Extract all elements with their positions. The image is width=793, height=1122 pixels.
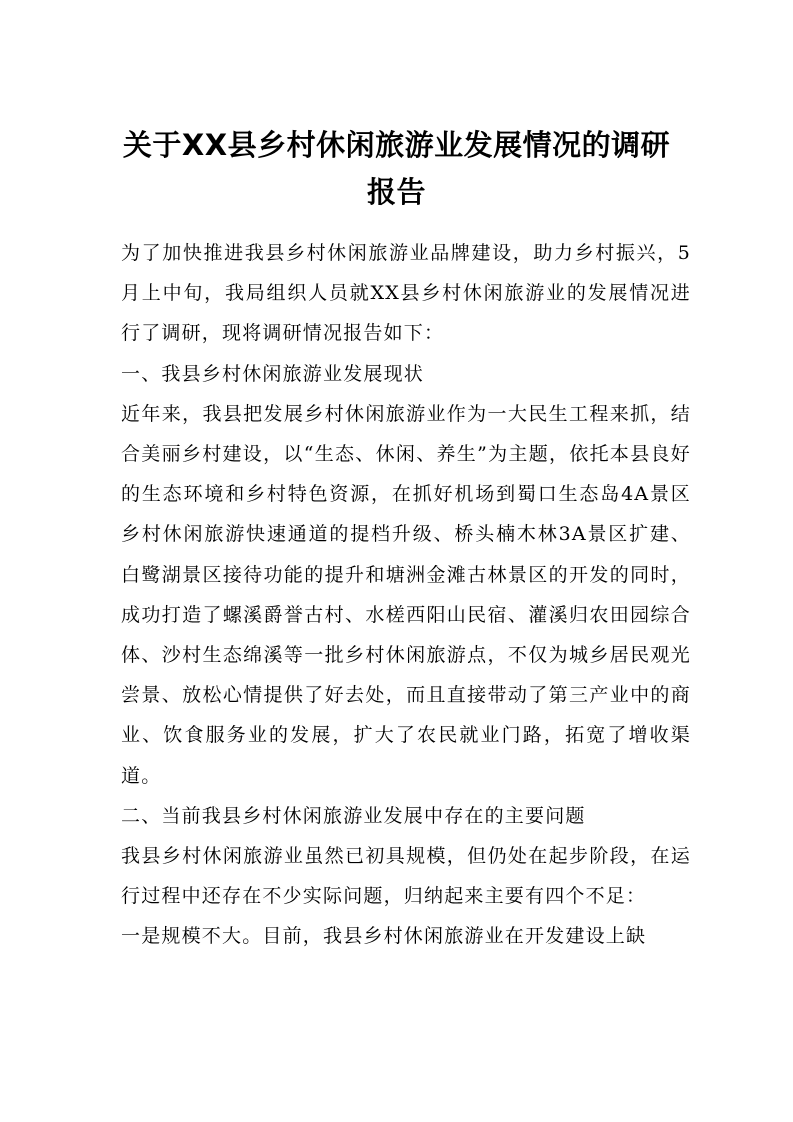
document-body — [121, 233, 691, 957]
section-1-paragraph: 近年来，我县把发展乡村休闲旅游业作为一大民生工程来抓，结合美丽乡村建设，以“生态、休闲、养生”为主题，依托本县良好的生态环境和乡村特色资源，在抓好机场到蜀口生态岛4A景区乡村休闲旅游快速通道的提档升级、桥头楠木林3A景区扩建、白鹭湖景区接待功能的提升和塘洲金滩古林景区的开发的同时，成功打造了螺溪爵誉古村、水槎西阳山民宿、灌溪归农田园综合体、沙村生态绵溪等一批乡村休闲旅游点，不仅为城乡居民观光尝景、放松心情提供了好去处，而且直接带动了第三产业中的商业、饮食服务业的发展，扩大了农民就业门路，拓宽了增收渠道。 — [121, 402, 691, 787]
section-2-point-1: 一是规模不大。目前，我县乡村休闲旅游业在开发建设上缺 — [121, 925, 647, 948]
section-heading-2: 二、当前我县乡村休闲旅游业发展中存在的主要问题 — [121, 804, 586, 827]
section-heading-1: 一、我县乡村休闲旅游业发展现状 — [121, 362, 425, 385]
intro-paragraph: 为了加快推进我县乡村休闲旅游业品牌建设，助力乡村振兴，5月上中旬，我局组织人员就XX县乡村休闲旅游业的发展情况进行了调研，现将调研情况报告如下： — [121, 242, 691, 345]
document-title-line2: 报告 — [366, 175, 426, 209]
document-title-line1: 关于XX县乡村休闲旅游业发展情况的调研 — [122, 128, 671, 162]
section-2-paragraph: 我县乡村休闲旅游业虽然已初具规模，但仍处在起步阶段，在运行过程中还存在不少实际问题，归纳起来主要有四个不足： — [121, 845, 691, 908]
